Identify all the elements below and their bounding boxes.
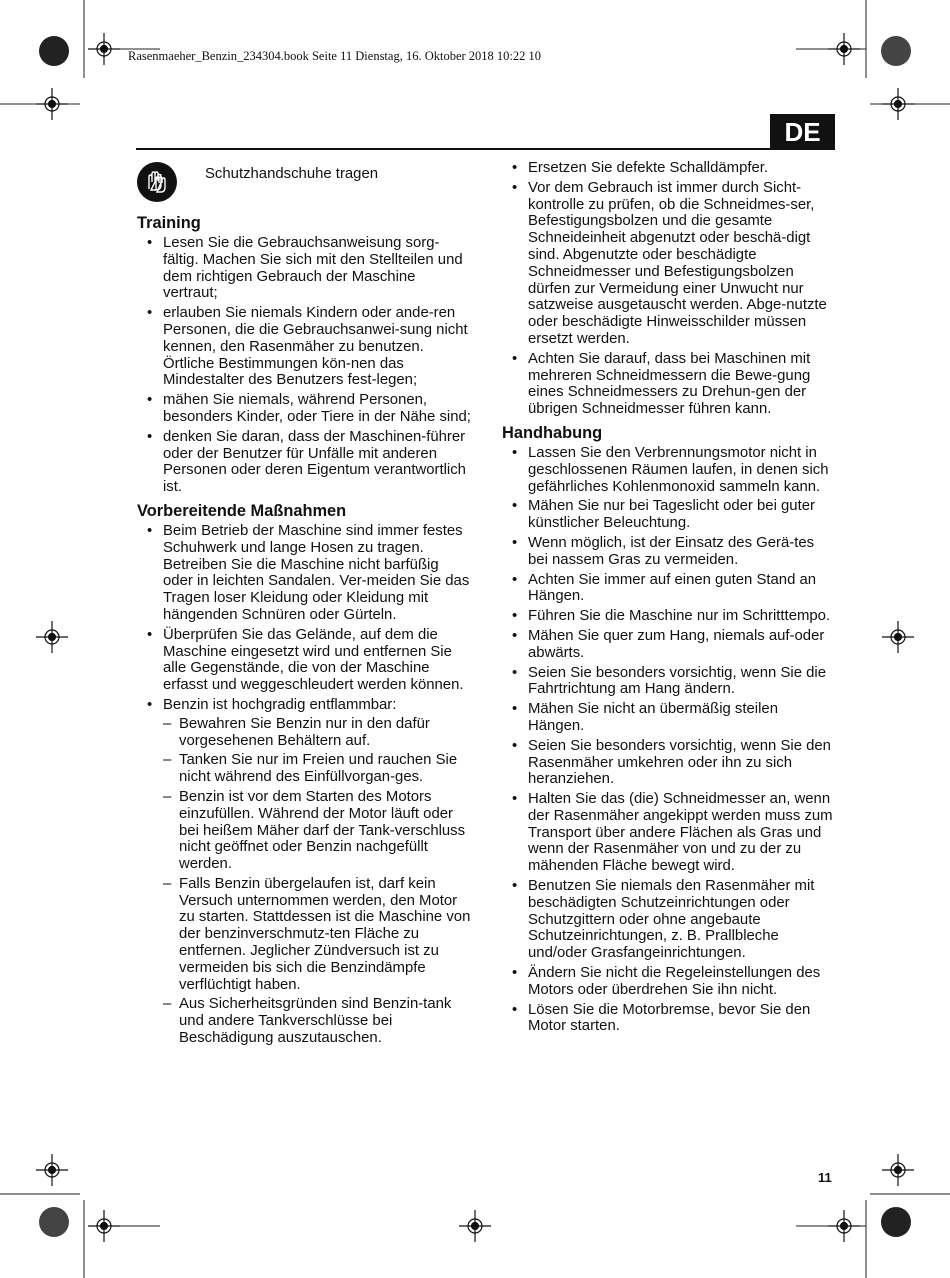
sub-list-item: – Falls Benzin übergelaufen ist, darf kein Versuch unternommen werden, den Motor zu starten. Stattdessen ist die Maschine von der benzinverschmutz-ten Fläche zu entfernen. Jeglicher Zündversuch ist zu vermeiden bis sich die Benzindämpfe verflüchtigt haben. — [163, 876, 472, 994]
list-item: • Mähen Sie quer zum Hang, niemals auf-oder abwärts. — [502, 628, 837, 662]
section-heading-preparation: Vorbereitende Maßnahmen — [137, 501, 347, 520]
page-number: 11 — [818, 1170, 832, 1185]
list-item: • Vor dem Gebrauch ist immer durch Sicht-kontrolle zu prüfen, ob die Schneidmes-ser, Befestigungsbolzen und die gesamte Schneideinheit abgenutzt oder beschä-digt sind. Abgenutzte oder beschädigte Schneidmesser und Befestigungsbolzen dürfen zur Vermeidung einer Unwucht nur satzweise ausgetauscht werden. Abge-nutzte oder beschädigte Hinweisschilder müssen ersetzt werden. — [502, 180, 837, 348]
print-header: Rasenmaeher_Benzin_234304.book Seite 11 Dienstag, 16. Oktober 2018 10:22 10 — [128, 49, 542, 63]
list-item: • Wenn möglich, ist der Einsatz des Gerä-tes bei nassem Gras zu vermeiden. — [502, 535, 837, 569]
glove-notice — [137, 162, 472, 202]
list-item: • Ändern Sie nicht die Regeleinstellungen des Motors oder überdrehen Sie ihn nicht. — [502, 965, 837, 999]
training-list — [137, 235, 472, 496]
left-column — [137, 162, 472, 1053]
sub-list-item: – Bewahren Sie Benzin nur in den dafür vorgesehenen Behältern auf. — [163, 716, 472, 750]
list-item: • Achten Sie darauf, dass bei Maschinen mit mehreren Schneidmessern die Bewe-gung eines Schneidmessers zu Drehun-gen der übrigen Schneidmesser führen kann. — [502, 351, 837, 418]
list-item: • Lösen Sie die Motorbremse, bevor Sie den Motor starten. — [502, 1002, 837, 1036]
header-rule — [136, 148, 835, 150]
list-item: • Mähen Sie nur bei Tageslicht oder bei guter künstlicher Beleuchtung. — [502, 498, 837, 532]
list-item: • Führen Sie die Maschine nur im Schritttempo. — [502, 608, 837, 625]
list-item: • mähen Sie niemals, während Personen, besonders Kinder, oder Tiere in der Nähe sind; — [137, 392, 472, 426]
list-item: • Ersetzen Sie defekte Schalldämpfer. — [502, 160, 837, 177]
list-item: • Beim Betrieb der Maschine sind immer festes Schuhwerk und lange Hosen zu tragen. Betreiben Sie die Maschine nicht barfüßig oder in leichten Sandalen. Ver-meiden Sie das Tragen loser Kleidung oder Kleidung mit hängenden Schnüren oder Gürteln. — [137, 523, 472, 624]
glove-notice-label: Schutzhandschuhe tragen — [205, 166, 379, 182]
list-item: • Lesen Sie die Gebrauchsanweisung sorg-fältig. Machen Sie sich mit den Stellteilen und dem richtigen Gebrauch der Maschine vertraut; — [137, 235, 472, 302]
sub-list-item: – Aus Sicherheitsgründen sind Benzin-tank und andere Tankverschlüsse bei Beschädigung auszutauschen. — [163, 996, 472, 1046]
glove-icon — [137, 162, 177, 202]
list-item: • Benutzen Sie niemals den Rasenmäher mit beschädigten Schutzeinrichtungen oder Schutzgittern oder ohne angebaute Schutzeinrichtungen, z. B. Prallbleche und/oder Grasfangeinrichtungen. — [502, 878, 837, 962]
right-column — [502, 160, 837, 1041]
list-item-text: Benzin ist hochgradig entflammbar: — [163, 696, 397, 713]
section-heading-handling: Handhabung — [502, 423, 603, 442]
list-item: • Mähen Sie nicht an übermäßig steilen Hängen. — [502, 701, 837, 735]
list-item: • Halten Sie das (die) Schneidmesser an, wenn der Rasenmäher angekippt werden muss zum Transport über andere Flächen als Gras und wenn der Rasenmäher von und zu der zu mähenden Fläche bewegt wird. — [502, 791, 837, 875]
list-item: • Überprüfen Sie das Gelände, auf dem die Maschine eingesetzt wird und entfernen Sie alle Gegenstände, die von der Maschine erfasst und weggeschleudert werden können. — [137, 627, 472, 694]
section-heading-training: Training — [137, 214, 201, 232]
list-item: • denken Sie daran, dass der Maschinen-führer oder der Benutzer für Unfälle mit anderen Personen oder deren Eigentum verantwortlich ist. — [137, 429, 472, 496]
sub-list-item: – Tanken Sie nur im Freien und rauchen Sie nicht während des Einfüllvorgan-ges. — [163, 752, 472, 786]
list-item: • Seien Sie besonders vorsichtig, wenn Sie den Rasenmäher umkehren oder ihn zu sich heranziehen. — [502, 738, 837, 788]
list-item: • erlauben Sie niemals Kindern oder ande-ren Personen, die die Gebrauchsanwei-sung nicht kennen, den Rasenmäher zu benutzen. Örtliche Bestimmungen kön-nen das Mindestalter des Benutzers fest-legen; — [137, 305, 472, 389]
list-item-fuel — [137, 697, 472, 1047]
language-badge: DE — [770, 114, 835, 150]
continued-list — [502, 160, 837, 418]
list-item: • Lassen Sie den Verbrennungsmotor nicht in geschlossenen Räumen laufen, in denen sich gefährliches Kohlenmonoxid sammeln kann. — [502, 445, 837, 495]
handling-list — [502, 445, 837, 1035]
fuel-sublist — [163, 716, 472, 1047]
list-item: • Seien Sie besonders vorsichtig, wenn Sie die Fahrtrichtung am Hang ändern. — [502, 665, 837, 699]
preparation-list — [137, 523, 472, 1047]
sub-list-item: – Benzin ist vor dem Starten des Motors einzufüllen. Während der Motor läuft oder bei heißem Mäher darf der Tank-verschluss nicht geöffnet oder Benzin nachgefüllt werden. — [163, 789, 472, 873]
list-item: • Achten Sie immer auf einen guten Stand an Hängen. — [502, 572, 837, 606]
